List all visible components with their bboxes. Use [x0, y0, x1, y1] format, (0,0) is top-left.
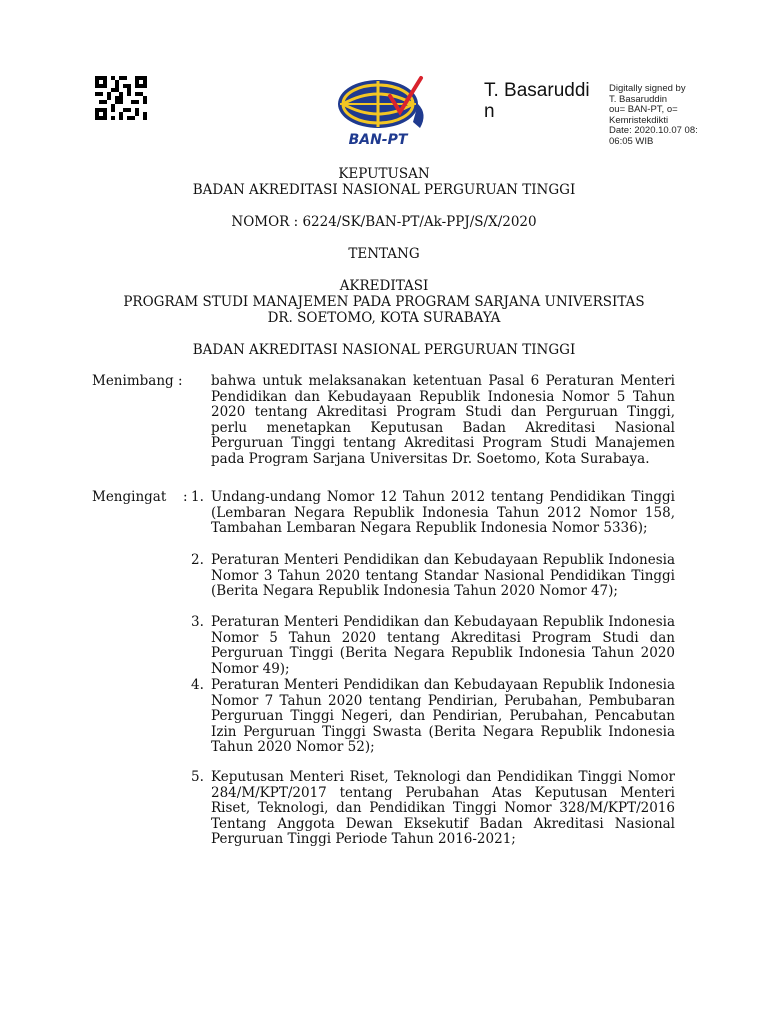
item-text: Undang-undang Nomor 12 Tahun 2012 tentang Pendidikan Tinggi (Lembaran Negara Republik Indonesia Tahun 2012 Nomor 158, Tambahan Lembaran Negara Republik Indonesia Nomor 5336);	[211, 489, 675, 537]
item-number: 4.	[191, 677, 204, 693]
subject-line: DR. SOETOMO, KOTA SURABAYA	[267, 310, 501, 326]
signature-metadata	[609, 84, 709, 147]
subject-heading: AKREDITASI	[339, 278, 429, 294]
signature-line: Digitally signed by	[609, 83, 686, 94]
signature-line: 06:05 WIB	[609, 135, 654, 147]
item-text: Peraturan Menteri Pendidikan dan Kebudayaan Republik Indonesia Nomor 3 Tahun 2020 tentang Standar Nasional Pendidikan Tinggi (Berita Negara Republik Indonesia Tahun 2020 Nomor 47);	[211, 552, 675, 600]
item-number: 3.	[191, 614, 204, 630]
item-number: 2.	[191, 552, 204, 568]
mengingat-label: Mengingat	[92, 489, 167, 505]
item-text: Keputusan Menteri Riset, Teknologi dan Pendidikan Tinggi Nomor 284/M/KPT/2017 tentang Perubahan Atas Keputusan Menteri Riset, Teknologi, dan Pendidikan Tinggi Nomor 328/M/KPT/2016 Tentang Anggota Dewan Eksekutif Badan Akreditasi Nasional Perguruan Tinggi Periode Tahun 2016-2021;	[211, 769, 675, 848]
signature-line: T. Basaruddin	[609, 93, 668, 105]
signer-name: T. Basaruddin	[484, 80, 590, 122]
mengingat-colon: :	[183, 489, 188, 505]
item-text: Peraturan Menteri Pendidikan dan Kebudayaan Republik Indonesia Nomor 7 Tahun 2020 tentang Pendirian, Perubahan, Pembubaran Perguruan Tinggi Negeri, dan Pendirian, Perubahan, Pencabutan Izin Perguruan Tinggi Swasta (Berita Negara Republik Indonesia Tahun 2020 Nomor 52);	[211, 677, 675, 756]
decree-title: KEPUTUSAN	[338, 166, 430, 182]
item-text: Peraturan Menteri Pendidikan dan Kebudayaan Republik Indonesia Nomor 5 Tahun 2020 tentang Akreditasi Program Studi dan Perguruan Tinggi (Berita Negara Republik Indonesia Tahun 2020 Nomor 49);	[211, 614, 675, 677]
issuer-title: BADAN AKREDITASI NASIONAL PERGURUAN TINGGI	[192, 182, 576, 198]
ban-pt-logo	[318, 74, 446, 150]
item-number: 5.	[191, 769, 204, 785]
signature-line: Date: 2020.10.07 08:	[609, 125, 698, 136]
logo-text: BAN-PT	[348, 132, 408, 148]
menimbang-text: bahwa untuk melaksanakan ketentuan Pasal 6 Peraturan Menteri Pendidikan dan Kebudayaan Republik Indonesia Nomor 5 Tahun 2020 tentang Akreditasi Program Studi dan Perguruan Tinggi, perlu menetapkan Keputusan Badan Akreditasi Nasional Perguruan Tinggi tentang Akreditasi Program Studi Manajemen pada Program Sarjana Universitas Dr. Soetomo, Kota Surabaya.	[211, 373, 675, 467]
issuer-heading: BADAN AKREDITASI NASIONAL PERGURUAN TINGGI	[192, 342, 576, 358]
item-number: 1.	[191, 489, 204, 505]
menimbang-label: Menimbang :	[92, 373, 183, 389]
signature-line: Kemristekdikti	[609, 114, 669, 126]
qr-code	[95, 76, 147, 120]
signature-line: ou= BAN-PT, o=	[609, 104, 678, 115]
tentang-heading: TENTANG	[348, 246, 420, 262]
subject-line: PROGRAM STUDI MANAJEMEN PADA PROGRAM SARJANA UNIVERSITAS	[123, 294, 645, 310]
decree-number: NOMOR : 6224/SK/BAN-PT/Ak-PPJ/S/X/2020	[231, 214, 537, 230]
